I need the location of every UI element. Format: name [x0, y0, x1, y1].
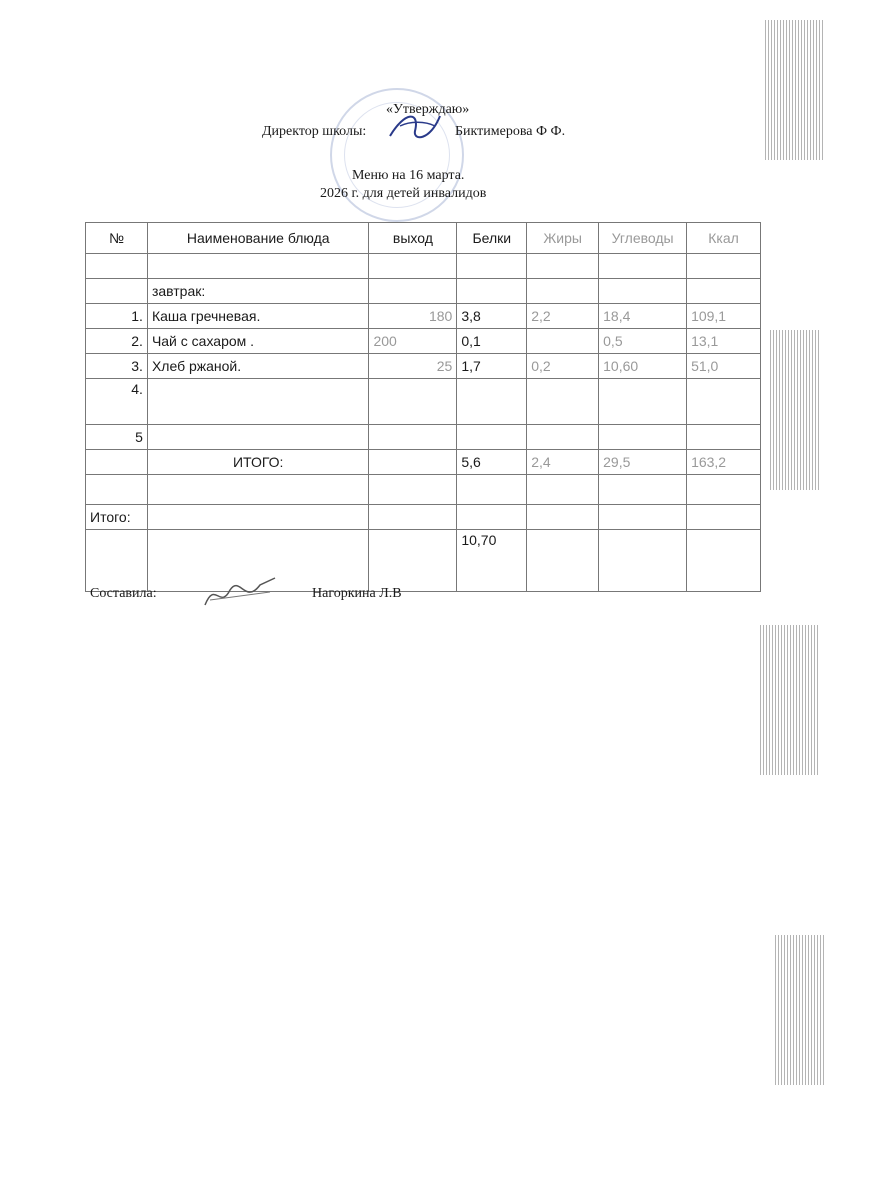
compiled-name: Нагоркина Л.В: [312, 586, 402, 601]
approve-heading: «Утверждаю»: [386, 102, 470, 117]
dish-protein: 1,7: [457, 354, 527, 379]
column-header: Ккал: [687, 223, 761, 254]
total-fat: 2,4: [527, 450, 599, 475]
table-row: [86, 475, 761, 505]
dish-fat: 0,2: [527, 354, 599, 379]
column-header: выход: [369, 223, 457, 254]
price-row: [86, 530, 761, 592]
row-number: 5: [86, 425, 148, 450]
column-header: Жиры: [527, 223, 599, 254]
column-header: Белки: [457, 223, 527, 254]
dish-kcal: 51,0: [687, 354, 761, 379]
table-row: [86, 425, 761, 450]
dish-protein: 3,8: [457, 304, 527, 329]
dish-output: 180: [369, 304, 457, 329]
dish-name: Чай с сахаром .: [147, 329, 369, 354]
table-row: [86, 329, 761, 354]
table-row: [86, 379, 761, 425]
row-number: 3.: [86, 354, 148, 379]
menu-title: Меню на 16 марта.: [352, 168, 465, 183]
table-row: [86, 304, 761, 329]
dish-output: 25: [369, 354, 457, 379]
dish-protein: 0,1: [457, 329, 527, 354]
dish-name: Каша гречневая.: [147, 304, 369, 329]
dish-name: Хлеб ржаной.: [147, 354, 369, 379]
scan-noise: [760, 625, 820, 775]
section-label: завтрак:: [147, 279, 369, 304]
total-label: ИТОГО:: [147, 450, 369, 475]
dish-carbs: 18,4: [599, 304, 687, 329]
table-header-row: [86, 223, 761, 254]
total-carbs: 29,5: [599, 450, 687, 475]
table-row: [86, 354, 761, 379]
dish-output: 200: [369, 329, 457, 354]
compiled-label: Составила:: [90, 586, 157, 601]
scan-noise: [770, 330, 820, 490]
dish-fat: [527, 329, 599, 354]
column-header: №: [86, 223, 148, 254]
director-signature: [385, 106, 445, 146]
column-header: Наименование блюда: [147, 223, 369, 254]
total-row: [86, 450, 761, 475]
compiler-signature: [200, 570, 280, 614]
table-row: [86, 254, 761, 279]
itogo-label: Итого:: [86, 505, 148, 530]
dish-fat: 2,2: [527, 304, 599, 329]
dish-kcal: 13,1: [687, 329, 761, 354]
itogo-row: [86, 505, 761, 530]
director-label: Директор школы:: [262, 124, 367, 139]
dish-kcal: 109,1: [687, 304, 761, 329]
row-number: 1.: [86, 304, 148, 329]
scan-noise: [765, 20, 825, 160]
column-header: Углеводы: [599, 223, 687, 254]
total-protein: 5,6: [457, 450, 527, 475]
dish-carbs: 0,5: [599, 329, 687, 354]
menu-subtitle: 2026 г. для детей инвалидов: [320, 186, 487, 201]
scan-noise: [775, 935, 825, 1085]
menu-table: [85, 222, 761, 592]
row-number: 2.: [86, 329, 148, 354]
price-value: 10,70: [457, 530, 527, 592]
director-name: Биктимерова Ф Ф.: [455, 124, 566, 139]
dish-carbs: 10,60: [599, 354, 687, 379]
row-number: 4.: [86, 379, 148, 425]
total-kcal: 163,2: [687, 450, 761, 475]
table-row: [86, 279, 761, 304]
